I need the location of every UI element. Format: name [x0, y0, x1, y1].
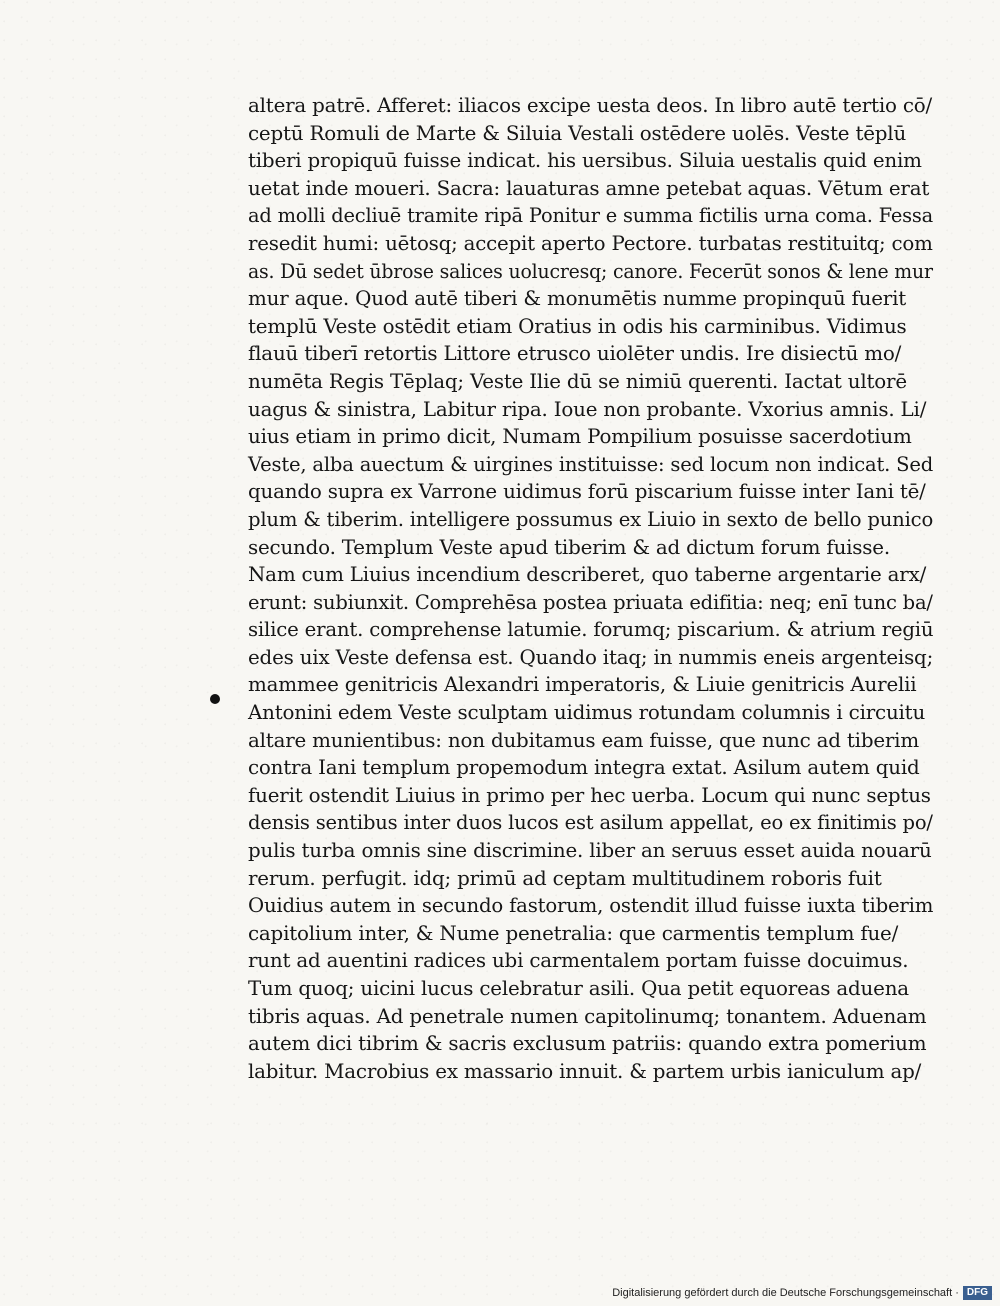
text-line: edes uix Veste defensa est. Quando itaq; in nummis eneis argenteisq; — [248, 644, 934, 669]
text-line: Ouidius autem in secundo fastorum, ostendit illud fuisse iuxta tiberim — [248, 893, 934, 918]
text-line: uius etiam in primo dicit, Numam Pompilium posuisse sacerdotium — [248, 424, 912, 449]
text-line: silice erant. comprehense latumie. forumq; piscarium. & atrium regiū — [248, 617, 934, 642]
text-line: Nam cum Liuius incendium describeret, quo taberne argentarie arx/ — [248, 562, 927, 587]
text-line: ceptū Romuli de Marte & Siluia Vestali ostēdere uolēs. Veste tēplū — [248, 120, 907, 145]
text-line: erunt: subiunxit. Comprehēsa postea priuata edifitia: neq; enī tunc ba/ — [248, 589, 933, 614]
text-line: resedit humi: uētosq; accepit aperto Pectore. turbatas restituitq; com — [248, 230, 933, 255]
footer-credit — [612, 1286, 992, 1300]
text-line: rerum. perfugit. idq; primū ad ceptam multitudinem roboris fuit — [248, 865, 882, 890]
text-line: pulis turba omnis sine discrimine. liber an seruus esset auida nouarū — [248, 838, 932, 863]
dfg-logo: DFG — [963, 1286, 992, 1300]
text-line: densis sentibus inter duos lucos est asilum appellat, eo ex finitimis po/ — [248, 810, 933, 835]
text-line: altare munientibus: non dubitamus eam fuisse, que nunc ad tiberim — [248, 727, 919, 752]
text-line: ad molli decliuē tramite ripā Ponitur e summa fictilis urna coma. Fessa — [248, 203, 934, 228]
text-line: mur aque. Quod autē tiberi & monumētis numme propinquū fuerit — [248, 286, 907, 311]
text-line: secundo. Templum Veste apud tiberim & ad dictum forum fuisse. — [248, 534, 890, 559]
text-line: runt ad auentini radices ubi carmentalem portam fuisse docuimus. — [248, 948, 909, 973]
text-line: Antonini edem Veste sculptam uidimus rotundam columnis i circuitu — [248, 700, 926, 725]
text-line: Tum quoq; uicini lucus celebratur asili. Qua petit equoreas aduena — [248, 976, 909, 1000]
text-line: uagus & sinistra, Labitur ripa. Ioue non probante. Vxorius amnis. Li/ — [248, 396, 927, 421]
text-line: quando supra ex Varrone uidimus forū piscarium fuisse inter Iani tē/ — [248, 479, 926, 504]
text-line: altera patrē. Afferet: iliacos excipe uesta deos. In libro autē tertio cō/ — [248, 93, 933, 117]
text-line: as. Dū sedet ūbrose salices uolucresq; canore. Fecerūt sonos & lene mur — [248, 258, 933, 283]
text-line: templū Veste ostēdit etiam Oratius in odis his carminibus. Vidimus — [248, 313, 907, 338]
text-line: Veste, alba auectum & uirgines instituisse: sed locum non indicat. Sed — [248, 451, 934, 476]
text-line: capitolium inter, & Nume penetralia: que carmentis templum fue/ — [248, 920, 899, 945]
text-line: mammee genitricis Alexandri imperatoris, & Liuie genitricis Aurelii — [248, 672, 917, 697]
text-line: plum & tiberim. intelligere possumus ex Liuio in sexto de bello punico — [248, 506, 934, 531]
text-line: fuerit ostendit Liuius in primo per hec uerba. Locum qui nunc septus — [248, 782, 931, 807]
text-line: autem dici tibrim & sacris exclusum patriis: quando extra pomerium — [248, 1031, 927, 1056]
text-line: tiberi propiquū fuisse indicat. his uersibus. Siluia uestalis quid enim — [248, 148, 922, 173]
text-line: contra Iani templum propemodum integra extat. Asilum autem quid — [248, 755, 920, 780]
text-line: uetat inde moueri. Sacra: lauaturas amne petebat aquas. Vētum erat — [248, 175, 930, 200]
text-line: tibris aquas. Ad penetrale numen capitolinumq; tonantem. Aduenam — [248, 1003, 927, 1028]
text-line: numēta Regis Tēplaq; Veste Ilie dū se nimiū querenti. Iactat ultorē — [248, 368, 907, 393]
footer-credit-text: Digitalisierung gefördert durch die Deutsche Forschungsgemeinschaft · — [612, 1287, 959, 1299]
text-line: flauū tiberī retortis Littore etrusco uiolēter undis. Ire disiectū mo/ — [248, 341, 902, 366]
text-line: labitur. Macrobius ex massario innuit. & partem urbis ianiculum ap/ — [248, 1058, 922, 1083]
margin-bullet — [210, 694, 220, 704]
text-block — [248, 92, 938, 1085]
